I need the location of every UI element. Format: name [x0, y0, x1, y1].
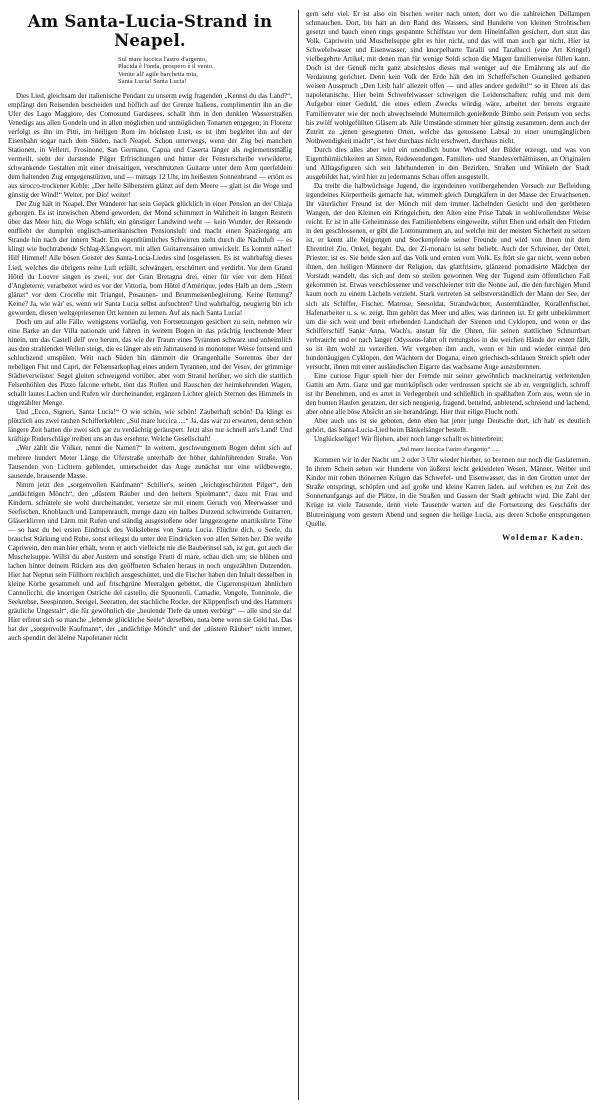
paragraph: Da treibt die halbwüchsige Jugend, die irgendeinen vorübergehenden Versuch zur Befleidung irgendeines Körpertheils gemacht hat, wimmelt gleich Dungkäfern in der Masse der Erwachsenen. Ihr väterlicher Freund ist der Mönch mit dem immer lächelnden Gesicht und den gerötheten Wangen, der den Kleinen ein Kringelchen, den Alten eine Prise Tabak in wohlwollendster Weise reicht. Er ist in alle Geheimnisse des Familienlebens eingeweiht, stiftet Ehen und erhält den Frieden in den geschlossenen, er gibt die Lottonummern an, auf welche mit der meisten Sicherheit zu setzen ist, er kennt alle Neigungen und Steckenpferde seiner Freunde und wird von ihnen mit dem Ehrentitel Zio, Onkel, begabt. Da, der Zi-monaco ist sehr beliebt. Auch der Schreiner, der Ortel, Priester, ist es. Sie beide säen auf das Volk und ernten vom Volk. Es ftört sie gar nicht, wenn neben ihnen, den heiligen Männern der Religion, das glattfrisirte, glänzend pomadisirte Mädchen der Vorstadt wandelt, das sich auf dem so steilen gewonnen Weg der Tugend zum öffentlichen Fall gekommen ist. Etwas verschlossener und verschleierter tritt die Nonne auf, die den furchigen Mund kaum noch zu einem Lächeln verzieht. Stark vertreten ist selbstverständlich der Mann der See, der sich als Schiffer, Fischer, Matrose, Seesoldat, Strandwächter, Austernhändler, Korallenfischer, Hafenarbeiter u. s. w. zeigt. Ihm gehört das Meer und alles, was darinnen ist. Er geht unbekümmert um die sich weit und breit erhebenden Landschaft der Sirenen und Cyklopen, und wenn er das Schifferschiff Sankt Anna, Wach's, anstatt für die Ohren, für seinen stattlichen Schnurrbart verbraucht und er nach langer Odysseus-fahrt oft rettungslos in die weichen Hände der ersten fällt, so ist ihm wohl zu verzeihen. Wir vergeben ihm auch, wenn er hin und wieder einmal den hundertäugigen Cyklopen, den Wächtern der Dogana, einen griechisch-schlauen Streich spielt oder versucht, ihnen mit einer ausländischen Eigarre das wachsame Auge auszubrennen.	[306, 181, 590, 371]
left-column	[8, 10, 292, 643]
paragraph: Doch um auf alle Fälle, wenigstens vorläufig, von Fortsetzungen gesichert zu sein, nehmen wir eine Barke an der Villa nationale und fahren in weitem Bogen in das prächtig leuchtende Meer hinein, um das Castell dell' ovo herum, das wie der Traum eines Tyrannen schwarz und unheimlich aus den strahlenden Wellen steigt, die es länger als ein Jahrtausend in monotoner Weise fortsend und schluchzend umspülen. Weit nach Süden hin dämmert die Orangenhalle Sorrentos über der nebeligen Flut und Capri, der Felsensarkophag eines andern Tyrannen, und der Vesuv, der grimmige Städteverwüster. Segel gleiten schweigend vorüber, aber vom Strand herüber, wo sich die stattlich Felsenhöhlen des Pizzo falcone erhebt, tönt das Rollen und Rauschen der heimkehrenden Wagen, schallt lautes Lachen und Rufen wir durcheinander, ergänzen Lichter gleich Sternen des Himmels in ungezählter Menge.	[8, 317, 292, 408]
inline-quote: „Sul mare luccica l'astro d'argento“ ....	[397, 446, 499, 454]
paragraph: Nimm jetzt den „sorgenvollen Kaufmann“ Schiller's, seinen „leichtgeschürzten Pilger“, den „andächtigen Mönch“, den „düstern Räuber und den heitern Spielmann“, dazu mit Frau und Kindern, schüttele sie wohl durcheinander, versetze sie mit einem Geruch von Meerwasser und Seefischen, Knoblauch und Lampenrauch, menge dazu ein halbes Dutzend schwirrende Guitarren, Gläserklirren und Lärm mit Rufen und ständig ausgestoßene oder langgezogene unartikulirte Töne — so hast du bei ersten Eindruck des Volkslebens von Santa Lucia. Flüchte dich, o Seele, du brauchst Stärkung und Ruhe, sonst erliegst du unter den Eindrücken von allen Seiten her. Die weiße Capriwein, den man hier erhält, wenn er auch vielleicht nie die Bauberinsel sah, ist gut, gut auch die Muschelsuppe. Willst du aber Austern und sonstige Frutti di mare, schau dich um; sie blühen und lachen hinter deinem Rücken aus den geöffneten Schalen heraus in noch ungezählten Dutzenden. Hier hat Neptun sein Füllhorn reichlich ausgeschüttet, und die Fischer haben den Inhalt desselben in kleine Körbe gesammelt und auf frischgrüne Meeralgen gebettet, die Cigarrenspitzen ähnlichen Cannolicchi, die knorrigen Ostriche del castello, die Spuonuoli, Camadie, Vongole, Tonninole, die Seekrebse, Seespinnen, Seeigel, Seeratten, der stachliche Rocke, der Klippenfisch und des Hammers gräuliche Ungestalt“, die für gewöhnlich die „heulende Tiefe da unten verbirgt“ — alle sind sie da! Hier erfreut sich so manche „lebende glückliche Seele“ derselben, nota bene wenn sie Geld hat. Das hat der „sorgenvolle Kaufmann“, der „andächtige Mönch“ und der „düstere Räuber“ nicht immer, auch spendirt der kleine Napoletaner nicht	[8, 480, 292, 643]
motto-line: Sul mare luccica l'astro d'argento,	[118, 56, 207, 63]
article-title: Am Santa-Lucia-Strand in Neapel.	[27, 12, 273, 50]
paragraph: Unglückseliger! Wir fliehen, aber noch lange schallt es hinterbrein:	[314, 435, 504, 444]
paragraph: gern sehr viel. Er ist also ein bischen weiter nach unten, dort wo die zahlreichen Dellampen schmauchen. Dort, bis hart an den Rand des Wassers, sind Hunderte von kleinen Strohtischen gesetzt und bauch einen rings gespannte Schiffstau vor dem Hineinfallen gesichert, dort sitzt das Volk. Capriwein und Muschelsuppe gibt es hier nicht, und das will man auch gar nicht. Hier ist Schwefelwasser und Eisenwasser, sind knorpelharte Taralli und Tarallucci (eine Art Kringel) vielbegehrte Artikel, mit denen man für wenige Soldi schon die Magen familienweise füllen kann. Doch ist der Genuß nicht ganz absichtslos dieses mal weniger auf die Ernährung als auf die Verdauung gerichtet. Denn kein Volk der Erde hält den im Scheffel'schen Guanolied gethanen weisen Ausspruch „Den Leib halt' allezeit offen — und alles andere gedeiht!“ so in Ehren als das napoletanische. Hier beim Schwefelwasser schweigen die Leidenschaften; ruhig und mit dem Aufgebot einer Geduld, die eines edlern Zwecks würdig wäre, arbeitet der bereits ergraute Familienvater wie der noch abwechselnde Muttermilch genießende Bimbo sein Pensum von sechs bis zwölf wohlgefüllten Gläsern ab. Alle Umstände stimmen hier günstig zusammen, denn auch der Zutritt zu „jenen gesegneten Orten, welche das genossene Labsal zu einer unumgänglichen Nothwendigkeit macht“, ist hier durchaus nicht erschwert, durchaus nicht.	[306, 10, 590, 145]
paragraph: Und „Ecco, Signori, Santa Lucia!“ O wie schön, wie schön! Zauberhaft schön! Da klingt es plötzlich aus zwei rauhen Schifferkehlen: „Sul mare luccica ....“ Ja, das war zu erwarten, denn schon längere Zeit hatten die zwei sich gar zu verdächtig geräuspert. Jetzt also nur schnell an's Land! Und kräftige Ruderschläge treiben uns an das ersehnte. Welche Gesellschaft!	[8, 408, 292, 444]
paragraph: Dies Lied, gleichsam der italienische Pendant zu unserm ewig fragenden „Kennst du das Land?“, empfängt den Reisenden bescheiden und höflich auf der Grenze Italiens, complimentirt ihn an die Ufer des Lago Maggiore, des Comosund Gardasees, schallt ihm in den dunklen Wasserstraßen Venedigs aus allen Gondeln und in allen möglichen und unmöglichen Tonarten entgegen; in Florenz verfolgt es ihn im Pitti, im heiligen Rom im höchsten Lust, es ist ihm begleitet ihn auf der Eisenbahn sogar nach dem Süden, nach Neapel. Schon unterwegs, wenn der Zug bei manchen Stationen, in Velletri, Frosinone, San Germano, Capua und Caserta länger als reglementsmäßig vermeilt, sieht der durstende Pilger Erfrischungen und hinter der Fensterscheibe verwilderte, schwankende Gestalten mit einer dreisaitigen, verschmitzten Guitarre unter dem Arm querfeldein dem haltenden Zug entgegenstürzen, und — mittags 12 Uhr, im heißesten Sonnenbrand — ertönt es aus sirocco-trockener Kehle: „Der helle Silberstern glänzt auf dem Meere — glatt ist die Woge und günstig der Wind!“ Weiter, per Dio! weiter!	[8, 91, 292, 200]
paragraph: „Wer zählt die Völker, nennt die Namen?“ In weitem, geschwungenem Bogen dehnt sich auf mehrere hundert Meter Länge die Uferstraße unterhalb der höher dahinführenden Straße. Von Tausenden von Lichtern geblendet, unterscheidet das Auge zunächst nur eine wildbewegte, sausende, brausende Masse.	[8, 444, 292, 480]
motto-line: Placida è l'onda, prospero è il vento.	[118, 63, 214, 71]
motto-line: Santa Lucia! Santa Lucia!	[118, 78, 187, 86]
paragraph: Der Zug hält in Neapel. Der Wanderer hat sein Gepäck glücklich in einer Pension an der Chiaja geborgen. Es ist inzwischen Abend geworden, der Mond schimmert in Wahrheit in langen Restern über das Meer hin, die Woge schläft, ein günstiger Landwind weht — kein Wunder, der Reisende entflieht der dumpfen englisch-amerikanischen Pensionsluft und macht einen Spaziergang am Strande hin nach der innern Stadt. Ein eigenthümliches Schwirren zieht durch die Nachtluft — es klingt wie hochtrabende Schlag-Klangwort, mit allen Guitarrensaiten umwickelt. Es kommt näher! Hilf Himmel! Alle bösen Geister des Santa-Lucia-Liedes sind losgelassen. Es ist wahrhaftig dieses Lied, welches die übrigens reine Luft erfüllt, schwängert, erschüttert und verdirbt. Vor dem Grand Hôtel du Louvre singen es zwei, vor der Gran Bretagna drei, einer für vier vor dem Hôtel d'Angleterre; verarbeitet wird es vor der Vittoria, bom Hôtel d'Amérique, jedes Halb an dem „Stern glänzt“ vor dem Crocelle mit Triangel, Posaunen- und Brummeisenbegleitung. Keine Rettung? Keine? Ja, wie wär' es, wenn wir Santa Lucia selbst aufsuchten? Und wahrhaftig, neugierig bin ich geworden, diesen weltgepriesenen Ort kennen zu lernen. Auf als nach Santa Lucia!	[8, 200, 292, 317]
motto-line: Venite all' agile barchetta mia,	[118, 70, 198, 78]
author-signature: Woldemar Kaden.	[502, 532, 584, 542]
paragraph: Eine curiose Figur spielt hier der Fremde mit seiner gewöhnlich mackneirartig verleitenden Gattin am Arm. Ganz und gar murrköpfisch oder verdrossen spricht sie ab er, vergnüglich, schroff ist ihr Benehmen, und es artet in Verlegenheit und schließlich in spaßhaften Zorn aus, wenn sie in den bunten Haufen geratzen, der sich neugierig, fragend, bettelnd, anbietend, schreiend und lachend, aber ohne alle böse Absicht an sie herandrängt. Hier thut eilige Flucht noth.	[306, 371, 590, 417]
right-column	[306, 10, 590, 542]
paragraph: Durch dies alles aber wird ein unendlich bunter Wechsel der Bilder erzeugt, und was von Eigenthümlichkeiten an Sitten, Redewendungen, Familien- und Standesverhältnissen, an Originalen und Alltagsfiguren sich seit Jahrhunderten in den Bezirken, Straßen und Winkeln der Stadt ausgebildet hat, wird hier zu jedermanns Schau offen ausgestellt.	[306, 145, 590, 181]
paragraph: Aber auch uns ist sie geboten, denn eben hat jener junge Deutsche dort, ich hab' es deutlich gehört, das Santa-Lucia-Lied beim Bänkelsänger bestellt.	[306, 417, 590, 435]
paragraph: Kommen wir in der Nacht um 2 oder 3 Uhr wieder hierher, so brennen nur noch die Gaslaternen. In ihrem Schein sehen wir Hunderte von äußerst leicht gekleideten Wesen, Männer, Weiber und Kinder mit rohen thönernen Krügen das Schwefel- und Eisenwasser, das in den Grotten unter der Straße entspringt, schöpfen und auf große und kleine Karren laden, auf welchen es zur Zeit des Sonnenaufgangs auf die Plätze, in die Straßen und Gassen der Stadt gebracht wird. Die Zahl der Krüge ist viele Tausende, denn viele Tausende warten auf die Fortsetzung des Geschäfts der Blutreinigung vom gestern Abend und segnen die heilige Lucia, aus deren Schoße entsprungenen Quelle.	[306, 456, 590, 528]
motto-verse	[118, 56, 292, 86]
column-divider	[298, 10, 299, 1100]
